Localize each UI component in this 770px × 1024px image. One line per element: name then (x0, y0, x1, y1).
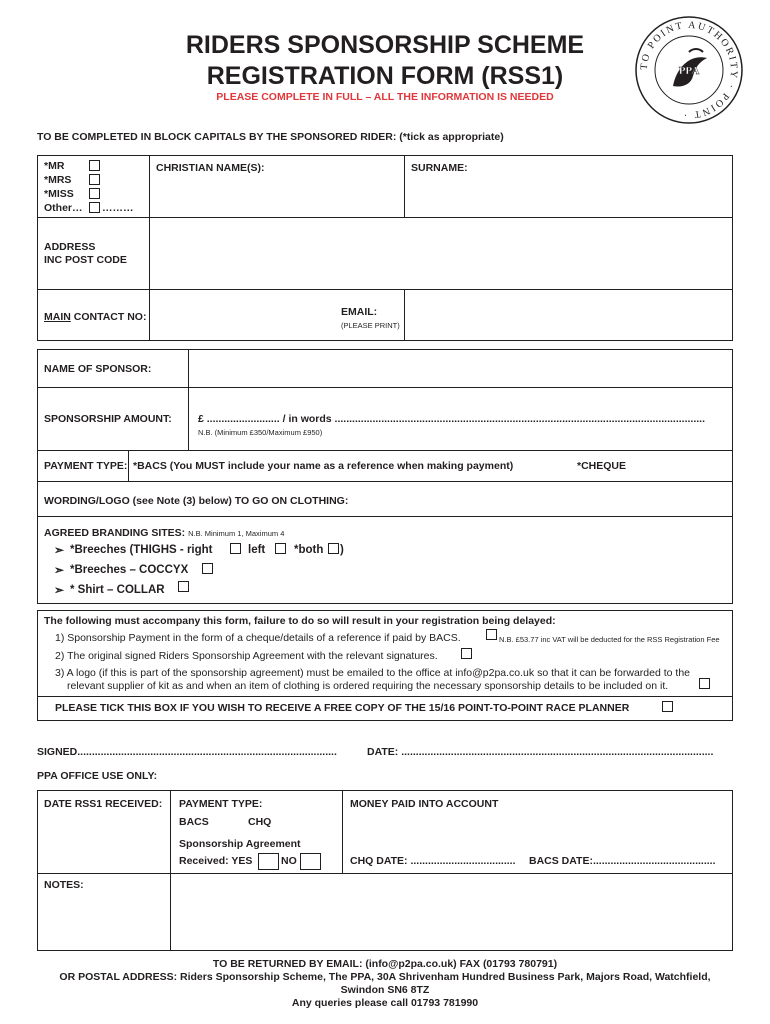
footer-return-email: TO BE RETURNED BY EMAIL: (info@p2pa.co.uk) FAX (01793 780791) (212, 958, 558, 970)
christian-name-label: CHRISTIAN NAME(S): (156, 162, 265, 174)
accompany-item-3a: 3) A logo (if this is part of the sponsorship agreement) must be emailed to the office at info@p2pa.co.uk so that it can be forwarded to the (55, 667, 690, 679)
email-note: (PLEASE PRINT) (341, 321, 400, 330)
agreement-label: Sponsorship Agreement (179, 838, 301, 850)
surname-label: SURNAME: (411, 162, 468, 174)
arrow-icon: ➣ (54, 583, 65, 597)
signed-field[interactable]: SIGNED......................................................................................... (37, 746, 337, 758)
thighs-both-label: *both (294, 544, 324, 556)
office-use-heading: PPA OFFICE USE ONLY: (37, 770, 158, 782)
title-other-checkbox[interactable] (89, 202, 100, 213)
payment-cheque-option[interactable]: *CHEQUE (577, 460, 627, 472)
postcode-label: INC POST CODE (44, 254, 127, 266)
intro-text: TO BE COMPLETED IN BLOCK CAPITALS BY THE SPONSORED RIDER: (*tick as appropriate) (37, 131, 504, 143)
thighs-both-checkbox[interactable] (328, 543, 339, 554)
office-use-box (37, 790, 733, 951)
email-label: EMAIL: (341, 306, 378, 318)
ppa-logo (633, 14, 745, 126)
thighs-left-checkbox[interactable] (275, 543, 286, 554)
breeches-coccyx-label: *Breeches – COCCYX (70, 564, 189, 576)
title-other-dots: ……… (102, 202, 134, 214)
office-chq-label: CHQ (248, 816, 272, 828)
sponsorship-amount-label: SPONSORSHIP AMOUNT: (44, 413, 172, 425)
received-no-label: NO (281, 855, 297, 867)
agreement-enclosed-checkbox[interactable] (461, 648, 472, 659)
coccyx-checkbox[interactable] (202, 563, 213, 574)
logo-ring-text: TO POINT AUTHORITY · POINT · (638, 19, 740, 121)
office-payment-type-label: PAYMENT TYPE: (179, 798, 263, 810)
payment-bacs-option[interactable]: *BACS (You MUST include your name as a reference when making payment) (133, 460, 514, 472)
date-field[interactable]: DATE: ........................................................................................................... (367, 746, 714, 758)
sponsor-name-label: NAME OF SPONSOR: (44, 363, 152, 375)
shirt-collar-label: * Shirt – COLLAR (70, 584, 165, 596)
arrow-icon: ➣ (54, 543, 65, 557)
received-no-checkbox[interactable] (300, 853, 321, 870)
sponsorship-amount-note: N.B. (Minimum £350/Maximum £950) (198, 428, 323, 437)
form-title-line1: RIDERS SPONSORSHIP SCHEME (185, 31, 585, 59)
race-planner-checkbox[interactable] (662, 701, 673, 712)
footer-queries: Any queries please call 01793 781990 (291, 997, 479, 1009)
accompany-heading: The following must accompany this form, failure to do so will result in your registration being delayed: (44, 615, 556, 627)
contact-number-label: MAIN CONTACT NO: (44, 311, 147, 323)
thighs-left-label: left (248, 544, 266, 556)
wording-logo-label: WORDING/LOGO (see Note (3) below) TO GO ON CLOTHING: (44, 495, 349, 507)
office-bacs-label: BACS (179, 816, 209, 828)
title-mr-checkbox[interactable] (89, 160, 100, 171)
branding-heading: AGREED BRANDING SITES: N.B. Minimum 1, Maximum 4 (44, 527, 285, 539)
accompany-item-3b: relevant supplier of kit as and when an item of clothing is ordered requiring the necessary sponsorship details to be included on it. (67, 680, 669, 692)
shirt-collar-checkbox[interactable] (178, 581, 189, 592)
thighs-right-checkbox[interactable] (230, 543, 241, 554)
title-mrs-checkbox[interactable] (89, 174, 100, 185)
form-title-line2: REGISTRATION FORM (RSS1) (206, 62, 564, 90)
footer-postal-address: OR POSTAL ADDRESS: Riders Sponsorship Scheme, The PPA, 30A Shrivenham Hundred Business Park, Majors Road, Watchfield, (59, 971, 711, 983)
chq-date-field[interactable]: CHQ DATE: .................................... (350, 855, 516, 867)
notes-label: NOTES: (44, 879, 84, 891)
bacs-date-field[interactable]: BACS DATE:.......................................... (529, 855, 716, 867)
address-label: ADDRESS (44, 241, 96, 253)
title-other-label: Other… (44, 202, 83, 214)
received-yes-label: Received: YES (179, 855, 253, 867)
title-mr-label: *MR (44, 160, 65, 172)
thighs-both-close: ) (340, 544, 344, 556)
logo-text: PPA (678, 65, 700, 77)
title-miss-checkbox[interactable] (89, 188, 100, 199)
date-received-label: DATE RSS1 RECEIVED: (44, 798, 163, 810)
breeches-thighs-label: *Breeches (THIGHS - right (70, 544, 213, 556)
accompany-item-1: 1) Sponsorship Payment in the form of a cheque/details of a reference if paid by BACS. (55, 632, 461, 644)
payment-enclosed-checkbox[interactable] (486, 629, 497, 640)
form-subtitle: PLEASE COMPLETE IN FULL – ALL THE INFORMATION IS NEEDED (216, 91, 554, 103)
race-planner-label: PLEASE TICK THIS BOX IF YOU WISH TO RECEIVE A FREE COPY OF THE 15/16 POINT-TO-POINT RACE PLANNER (55, 702, 630, 714)
registration-fee-note: N.B. £53.77 inc VAT will be deducted for the RSS Registration Fee (499, 635, 720, 644)
title-miss-label: *MISS (44, 188, 74, 200)
money-paid-label: MONEY PAID INTO ACCOUNT (350, 798, 499, 810)
footer-postcode: Swindon SN6 8TZ (340, 984, 430, 996)
arrow-icon: ➣ (54, 563, 65, 577)
payment-type-label: PAYMENT TYPE: (44, 460, 128, 472)
accompany-item-2: 2) The original signed Riders Sponsorship Agreement with the relevant signatures. (55, 650, 438, 662)
sponsorship-amount-line[interactable]: £ ......................... / in words ............................................................................................................................... (198, 413, 706, 425)
logo-emailed-checkbox[interactable] (699, 678, 710, 689)
received-yes-checkbox[interactable] (258, 853, 279, 870)
title-mrs-label: *MRS (44, 174, 72, 186)
